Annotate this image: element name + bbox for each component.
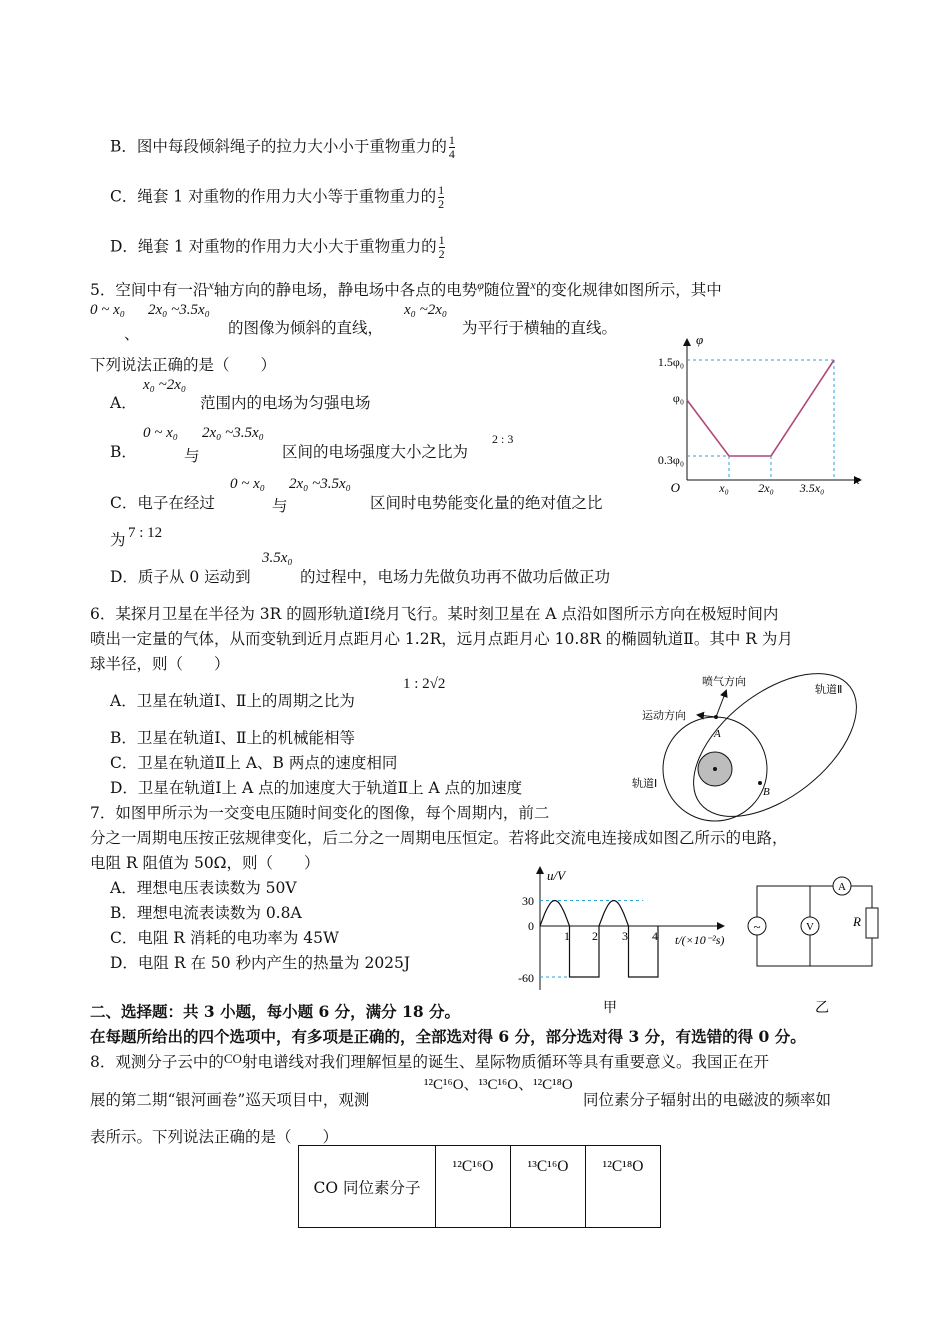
- q5-option-d-text: 的过程中，电场力先做负功再不做功后做正功: [300, 568, 611, 586]
- q5-x-variable: x: [208, 278, 214, 292]
- q5-graph-line: [687, 360, 834, 456]
- q5-option-b-text: 区间的电场强度大小之比为: [282, 443, 469, 461]
- q6-line2: 喷出一定量的气体，从而变轨到近月点距月心 1.2R，远月点距月心 10.8R 的椭圆轨道Ⅱ。其中 R 为月: [90, 630, 793, 648]
- q5-phi-variable: φ: [477, 278, 484, 292]
- q6-moon-center: [713, 767, 717, 771]
- q6-option-d: D．卫星在轨道Ⅰ上 A 点的加速度大于轨道Ⅱ上 A 点的加速度: [110, 779, 523, 797]
- q6-orbit-2-ellipse: [668, 665, 882, 825]
- q6-point-b-label: B: [763, 786, 770, 798]
- q7-source-symbol: ~: [753, 919, 761, 934]
- q7-graph-ytick-m60: -60: [518, 971, 534, 985]
- q5-graph-ytick-1: φ₀: [672, 391, 684, 405]
- q7-option-a: A．理想电压表读数为 50V: [110, 879, 297, 897]
- q6-point-b-dot: [758, 781, 762, 785]
- q4-option-b-text: B．图中每段倾斜绳子的拉力大小小于重物重力的: [110, 137, 447, 156]
- q5-range1: 0 ~ x₀: [90, 302, 125, 318]
- q5-graph-ytick-15: 1.5φ₀: [657, 355, 684, 369]
- q5-option-b-range2: 2x₀ ~3.5x₀: [202, 425, 264, 441]
- q7-circuit-caption: 乙: [815, 1001, 829, 1016]
- q5-graph-xtick-35: 3.5x₀: [799, 481, 825, 495]
- q5-graph-ylabel: φ: [696, 332, 704, 347]
- q8-line1: [90, 1050, 769, 1072]
- q7-ammeter-label: A: [838, 881, 846, 893]
- q8-line2-part1: 展的第二期“银河画卷”巡天项目中，观测: [90, 1091, 370, 1109]
- q8-line1-part1: 8．观测分子云中的: [90, 1053, 224, 1071]
- q6-orbit-figure: [630, 665, 890, 825]
- q7-voltage-graph: [505, 860, 745, 1020]
- q4-option-d-text: D．绳套 1 对重物的作用力大小大于重物重力的: [110, 237, 437, 256]
- q5-option-c-ratio: 7 : 12: [128, 525, 163, 541]
- q5-stem-part2: 轴方向的静电场，静电场中各点的电势: [213, 281, 478, 299]
- table-row: [299, 1146, 661, 1228]
- q7-graph-ttick-3: 3: [622, 929, 628, 943]
- q8-table-col2: ¹³C¹⁶O: [511, 1146, 586, 1228]
- q5-stem-part6: 为平行于横轴的直线。: [462, 319, 618, 337]
- q4-option-c: [110, 184, 444, 211]
- q5-graph-xtick-1: x₀: [719, 481, 729, 495]
- q8-isotope-table: [298, 1145, 661, 1228]
- q5-stem-part4: 的变化规律如图所示，其中: [535, 281, 722, 299]
- q8-line2-part2: 同位素分子辐射出的电磁波的频率如: [583, 1091, 832, 1109]
- q6-jet-label: 喷气方向: [702, 676, 746, 688]
- q6-line3: 球半径，则（ ）: [90, 655, 230, 673]
- q6-option-b: B．卫星在轨道Ⅰ、Ⅱ上的机械能相等: [110, 729, 356, 747]
- q7-option-d: D．电阻 R 在 50 秒内产生的热量为 2025J: [110, 954, 411, 972]
- q6-line1: 6．某探月卫星在半径为 3R 的圆形轨道Ⅰ绕月飞行。某时刻卫星在 A 点沿如图所示方向在极短时间内: [90, 605, 779, 623]
- q5-x-variable-2: x: [530, 278, 536, 292]
- q5-option-b-ratio: 2 : 3: [492, 432, 514, 446]
- q8-table-header: CO 同位素分子: [299, 1146, 436, 1228]
- q6-option-a-ratio: 1 : 2√2: [403, 676, 446, 692]
- q7-graph-caption: 甲: [603, 1001, 617, 1016]
- section2-rule: 在每题所给出的四个选项中，有多项是正确的，全部选对得 6 分，部分选对得 3 分，有选错的得 0 分。: [90, 1027, 806, 1046]
- q5-option-b-mid: 与: [184, 447, 200, 465]
- q7-line3: 电阻 R 阻值为 50Ω，则（ ）: [90, 854, 320, 872]
- q8-line3: 表所示。下列说法正确的是（ ）: [90, 1128, 339, 1146]
- q6-motion-label: 运动方向: [642, 710, 686, 722]
- q7-graph-ttick-2: 2: [592, 929, 598, 943]
- q5-graph-origin: O: [670, 480, 680, 495]
- q5-option-b-label: B．: [110, 443, 137, 461]
- q5-range2: 2x₀ ~3.5x₀: [148, 302, 210, 318]
- q6-motion-arrow: [698, 715, 716, 717]
- q6-option-c: C．卫星在轨道Ⅱ上 A、B 两点的速度相同: [110, 754, 398, 772]
- q5-separator: 、: [124, 325, 140, 343]
- q8-line1-part2: 射电谱线对我们理解恒星的诞生、星际物质循环等具有重要意义。我国正在开: [241, 1053, 769, 1071]
- q8-table-col1: ¹²C¹⁶O: [436, 1146, 511, 1228]
- q5-option-c-text: 区间时电势能变化量的绝对值之比: [370, 494, 603, 512]
- q6-orbit-2-label: 轨道Ⅱ: [815, 684, 843, 696]
- q7-option-b: B．理想电流表读数为 0.8A: [110, 904, 302, 922]
- q7-graph-ytick-30: 30: [522, 894, 534, 908]
- q4-option-c-fraction: $\frac{1}{2}$: [438, 183, 445, 211]
- q6-orbit-1-label: 轨道Ⅰ: [632, 778, 658, 790]
- q4-option-b: [110, 134, 455, 161]
- q5-option-d-range: 3.5x₀: [262, 550, 293, 566]
- q6-point-a-label: A: [714, 728, 721, 740]
- q5-option-c-continued: 为: [110, 531, 126, 549]
- q5-stem-line1: [90, 278, 722, 300]
- q8-isotopes: ¹²C¹⁶O、¹³C¹⁶O、¹²C¹⁸O: [424, 1077, 573, 1093]
- q5-graph-xtick-2: 2x₀: [758, 481, 774, 495]
- q7-graph-ylabel: u/V: [547, 868, 566, 883]
- q5-graph-xlabel: x: [854, 472, 860, 487]
- q5-option-c-label: C．电子在经过: [110, 494, 215, 512]
- q5-stem-part5: 的图像为倾斜的直线，: [228, 319, 384, 337]
- q7-graph-ytick-0: 0: [528, 919, 534, 933]
- q4-option-b-fraction: $\frac{1}{4}$: [448, 133, 455, 161]
- q5-stem-part3: 随位置: [483, 281, 531, 299]
- q5-option-d-label: D．质子从 0 运动到: [110, 568, 251, 586]
- q5-option-b-range1: 0 ~ x₀: [143, 425, 178, 441]
- q5-potential-graph: [640, 330, 870, 500]
- q5-question: 下列说法正确的是（ ）: [90, 356, 277, 374]
- section2-title: 二、选择题：共 3 小题，每小题 6 分，满分 18 分。: [90, 1002, 461, 1021]
- q8-co-formula: CO: [223, 1051, 242, 1066]
- q8-table-col3: ¹²C¹⁸O: [586, 1146, 661, 1228]
- q5-option-c-mid: 与: [272, 497, 288, 515]
- q5-range3: x₀ ~2x₀: [404, 302, 448, 318]
- q7-line1: 7．如图甲所示为一交变电压随时间变化的图像，每个周期内，前二: [90, 804, 550, 822]
- q4-option-c-text: C．绳套 1 对重物的作用力大小等于重物重力的: [110, 187, 437, 206]
- q7-graph-xlabel: t/(×10⁻²s): [675, 933, 725, 947]
- q7-resistor: [866, 908, 878, 938]
- q7-resistor-label: R: [853, 914, 861, 929]
- q7-voltmeter-label: V: [806, 921, 814, 933]
- q6-jet-arrow: [716, 691, 726, 717]
- q5-stem-part1: 5．空间中有一沿: [90, 281, 209, 299]
- q5-option-c-range1: 0 ~ x₀: [230, 476, 265, 492]
- q5-option-c-range2: 2x₀ ~3.5x₀: [289, 476, 351, 492]
- q5-graph-ytick-03: 0.3φ₀: [657, 453, 684, 467]
- q5-graph-guides: [687, 360, 834, 480]
- q6-option-a: A．卫星在轨道Ⅰ、Ⅱ上的周期之比为: [110, 692, 355, 710]
- q5-option-a-range: x₀ ~2x₀: [143, 377, 187, 393]
- q7-graph-ttick-1: 1: [564, 929, 570, 943]
- q5-option-a-text: 范围内的电场为匀强电场: [200, 394, 371, 412]
- q7-circuit: [745, 870, 895, 1020]
- q5-option-a-label: A．: [110, 394, 137, 412]
- q4-option-d: [110, 234, 445, 261]
- q4-option-d-fraction: $\frac{1}{2}$: [438, 233, 445, 261]
- q7-option-c: C．电阻 R 消耗的电功率为 45W: [110, 929, 339, 947]
- q7-graph-waveform: [540, 901, 658, 978]
- q7-line2: 分之一周期电压按正弦规律变化，后二分之一周期电压恒定。若将此交流电连接成如图乙所示的电路，: [90, 829, 788, 847]
- q7-graph-ttick-4: 4: [652, 929, 658, 943]
